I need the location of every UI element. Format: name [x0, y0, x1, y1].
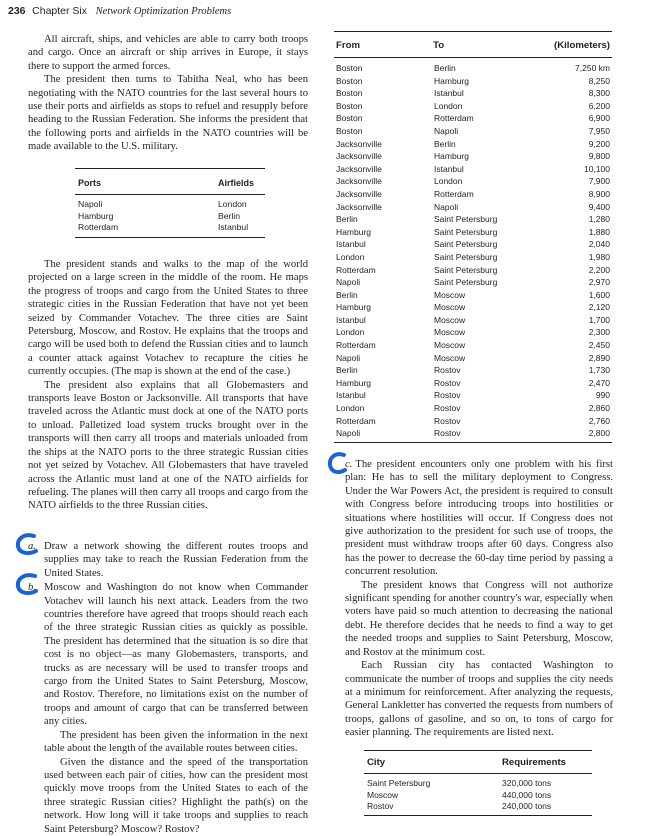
table-row — [75, 199, 265, 211]
requirement-cell: 320,000 tons — [502, 778, 552, 788]
city-table-header — [364, 751, 592, 774]
from-cell: Hamburg — [336, 377, 371, 388]
distance-cell: 2,890 — [588, 352, 610, 363]
to-cell: Saint Petersburg — [434, 239, 498, 250]
distance-cell: 1,980 — [588, 251, 610, 262]
table-row — [334, 150, 612, 163]
table-row — [334, 326, 612, 339]
from-header: From — [336, 40, 360, 51]
table-row — [75, 211, 265, 223]
distance-cell: 9,800 — [588, 151, 610, 162]
to-cell: Berlin — [434, 63, 456, 73]
city-requirements-table — [364, 750, 592, 816]
to-cell: Rotterdam — [434, 188, 474, 199]
question-b — [28, 581, 308, 728]
to-cell: Saint Petersburg — [434, 264, 498, 275]
to-cell: Saint Petersburg — [434, 214, 498, 225]
to-cell: Moscow — [434, 340, 466, 351]
to-cell: Rostov — [434, 403, 461, 414]
ports-header: Ports — [78, 178, 102, 188]
table-row — [334, 238, 612, 251]
routes-table-body — [334, 58, 612, 440]
table-row — [334, 264, 612, 277]
to-cell: Rostov — [434, 390, 461, 401]
routes-table — [334, 31, 612, 443]
requirement-cell: 240,000 tons — [502, 801, 552, 811]
distance-cell: 2,760 — [588, 415, 610, 426]
distance-cell: 8,250 — [588, 75, 610, 86]
to-cell: Napoli — [434, 125, 459, 136]
to-cell: Moscow — [434, 327, 466, 338]
distance-cell: 2,300 — [588, 327, 610, 338]
question-b-label: b. — [28, 582, 36, 594]
table-row — [334, 188, 612, 201]
table-row — [334, 125, 612, 138]
distance-cell: 2,970 — [588, 277, 610, 288]
ports-airfields-table — [75, 168, 265, 238]
table-row — [334, 377, 612, 390]
city-cell: Rostov — [367, 801, 394, 811]
paragraph-aircraft: All aircraft, ships, and vehicles are able to carry both troops and cargo. Once an aircraft or ship arrives in Europe, it stays there to support the armed forces. — [28, 34, 308, 72]
table-row — [334, 213, 612, 226]
requirement-cell: 440,000 tons — [502, 789, 552, 800]
to-cell: Saint Petersburg — [434, 277, 498, 288]
table-row — [334, 276, 612, 289]
distance-cell: 9,400 — [588, 201, 610, 212]
kilometers-header: (Kilometers) — [554, 40, 610, 51]
question-b-text: Moscow and Washington do not know when Commander Votachev will launch his next attack. Leaders from the two countries therefore have agreed that troops should reach each of the three strategic Russian cities as quickly as possible. The president has determined that the situation is so dire that cost is no object—as many Globemasters, transports, and trucks as are necessary will be used to transfer troops and cargo from the United States to Saint Petersburg, Moscow, and Rostov. Therefore, no limitations exist on the number of troops and amount of cargo that can be transferred between any cities. — [44, 582, 308, 728]
distance-cell: 1,280 — [588, 214, 610, 225]
page-header — [8, 5, 231, 17]
table-row — [334, 352, 612, 365]
from-cell: Jacksonville — [336, 163, 382, 174]
table-row — [334, 251, 612, 264]
table-row — [334, 163, 612, 176]
from-cell: Rotterdam — [336, 340, 376, 351]
distance-cell: 1,600 — [588, 289, 610, 300]
city-cell: Moscow — [367, 789, 399, 800]
from-cell: London — [336, 327, 365, 338]
from-cell: Istanbul — [336, 314, 366, 325]
distance-cell: 2,800 — [588, 428, 610, 439]
distance-cell: 2,450 — [588, 340, 610, 351]
table-row — [334, 201, 612, 214]
distance-cell: 9,200 — [588, 138, 610, 149]
distance-cell: 6,900 — [588, 113, 610, 124]
from-cell: Jacksonville — [336, 151, 382, 162]
paragraph-congress: The president knows that Congress will not authorize significant spending for another country's war, especially when voters have paid so much attention to decreasing the national debt. He therefore decides that he needs to find a way to get the needed troops and supplies to Saint Petersburg, Moscow, and Rostov at the minimum cost. — [345, 579, 613, 658]
from-cell: Napoli — [336, 352, 361, 363]
port-cell: Napoli — [78, 199, 103, 209]
from-cell: Boston — [336, 100, 363, 111]
table-row — [334, 364, 612, 377]
distance-cell: 2,040 — [588, 239, 610, 250]
to-cell: London — [434, 176, 463, 187]
port-cell: Rotterdam — [78, 222, 119, 232]
to-cell: London — [434, 100, 463, 111]
from-cell: Rotterdam — [336, 415, 376, 426]
from-cell: Jacksonville — [336, 188, 382, 199]
from-cell: Boston — [336, 63, 363, 73]
from-cell: London — [336, 403, 365, 414]
distance-cell: 990 — [595, 390, 610, 401]
left-column-top — [28, 33, 308, 154]
chapter-title: Network Optimization Problems — [95, 6, 232, 17]
table-row — [334, 175, 612, 188]
table-row — [334, 112, 612, 125]
table-row — [334, 402, 612, 415]
from-cell: Istanbul — [336, 239, 366, 250]
from-cell: Boston — [336, 88, 363, 99]
distance-cell: 6,200 — [588, 100, 610, 111]
port-cell: Hamburg — [78, 210, 114, 221]
from-cell: Berlin — [336, 289, 358, 300]
from-cell: London — [336, 251, 365, 262]
from-cell: Hamburg — [336, 226, 371, 237]
to-cell: Hamburg — [434, 75, 469, 86]
question-a-text: Draw a network showing the different routes troops and supplies may take to reach the Russian Federation from the United States. — [44, 541, 308, 579]
to-cell: Rostov — [434, 365, 461, 376]
to-cell: Saint Petersburg — [434, 251, 498, 262]
to-header: To — [433, 40, 445, 51]
distance-cell: 7,250 km — [575, 63, 610, 73]
to-cell: Rostov — [434, 428, 461, 439]
distance-cell: 2,120 — [588, 302, 610, 313]
chapter-label: Chapter Six — [32, 5, 88, 17]
to-cell: Rotterdam — [434, 113, 474, 124]
table-row — [75, 222, 265, 234]
table-row — [334, 289, 612, 302]
table-row — [364, 778, 592, 790]
table-row — [334, 415, 612, 428]
distance-cell: 1,880 — [588, 226, 610, 237]
question-a-label: a. — [28, 541, 36, 552]
paragraph-globemasters: The president also explains that all Globemasters and transports leave Boston or Jacksonville. All transports that have traveled across the Atlantic must dock at one of the NATO ports to unload. Palletized load system trucks brought over in the transports will then carry all troops and materials unloaded from the ships at the NATO ports to the three strategic Russian cities not yet seized by Votachev. All Globemasters that have traveled across the Atlantic must land at one of the NATO airfields for refueling. The planes will then carry all troops and cargo from the NATO airfields to the three Russian cities. — [28, 379, 308, 512]
from-cell: Hamburg — [336, 302, 371, 313]
distance-cell: 2,470 — [588, 377, 610, 388]
paragraph-routes-info: The president has been given the information in the next table about the length of the available routes between cities. — [44, 729, 308, 755]
to-cell: Hamburg — [434, 151, 469, 162]
table-row — [334, 427, 612, 440]
city-header: City — [367, 757, 386, 768]
to-cell: Rostov — [434, 415, 461, 426]
question-a — [28, 540, 308, 580]
table-row — [364, 790, 592, 802]
to-cell: Moscow — [434, 352, 466, 363]
paragraph-tabitha: The president then turns to Tabitha Neal, who has been negotiating with the NATO countries for the last several hours to use their ports and airfields as stops to refuel and resupply before heading to the Russian Federation. She informs the president that the following ports and airfields in the NATO countries will be made available to the U.S. military. — [28, 74, 308, 153]
table-row — [334, 75, 612, 88]
circle-mark-b-icon — [14, 573, 44, 597]
airfield-cell: London — [218, 199, 247, 209]
distance-cell: 2,200 — [588, 264, 610, 275]
distance-cell: 8,300 — [588, 88, 610, 99]
from-cell: Jacksonville — [336, 138, 382, 149]
from-cell: Boston — [336, 75, 363, 86]
to-cell: Napoli — [434, 201, 459, 212]
from-cell: Berlin — [336, 365, 358, 376]
from-cell: Rotterdam — [336, 264, 376, 275]
to-cell: Istanbul — [434, 163, 464, 174]
to-cell: Moscow — [434, 314, 466, 325]
to-cell: Moscow — [434, 302, 466, 313]
question-c-text: The president encounters only one problem with his first plan: He has to sell the military deployment to Congress. Under the War Powers Act, the president is required to consult with Congress before introducing troops into hostilities or situations where hostilities will occur. If Congress does not give authorization to the president for such use of troops, the president must withdraw troops after 60 days. Congress also has the power to decrease the 60-day time period by passing a concurrent resolution. — [345, 459, 613, 578]
distance-cell: 1,730 — [588, 365, 610, 376]
routes-table-header — [334, 32, 612, 58]
table-row — [334, 100, 612, 113]
table-row — [334, 301, 612, 314]
table-row — [334, 226, 612, 239]
from-cell: Berlin — [336, 214, 358, 225]
paragraph-map: The president stands and walks to the map of the world projected on a large screen in the middle of the room. He maps the progress of troops and cargo from the United States to three strategic cities in the Russian Federation that have not yet been seized by Commander Votachev. The three cities are Saint Petersburg, Moscow, and Rostov. He explains that the troops and cargo will be used both to defend the Russian cities and to launch a counter attack against Votachev to recapture the cities he currently occupies. (The map is shown at the end of the case.) — [28, 259, 308, 378]
paragraph-requirements: Each Russian city has contacted Washington to communicate the number of troops and supplies the city needs at a minimum for reinforcement. After analyzing the requests, General Lankletter has converted the requests from numbers of troops, gallons of gasoline, and so on, to tons of cargo for easier planning. The requirements are listed next. — [345, 660, 613, 739]
distance-cell: 2,860 — [588, 403, 610, 414]
to-cell: Saint Petersburg — [434, 226, 498, 237]
distance-cell: 10,100 — [584, 163, 610, 174]
distance-cell: 7,950 — [588, 125, 610, 136]
city-cell: Saint Petersburg — [367, 778, 431, 788]
from-cell: Boston — [336, 113, 363, 124]
from-cell: Istanbul — [336, 390, 366, 401]
airfield-cell: Istanbul — [218, 222, 249, 232]
requirements-header: Requirements — [502, 757, 566, 768]
table-row — [364, 801, 592, 813]
distance-cell: 1,700 — [588, 314, 610, 325]
from-cell: Jacksonville — [336, 201, 382, 212]
table-row — [334, 314, 612, 327]
table-row — [334, 389, 612, 402]
to-cell: Berlin — [434, 138, 456, 149]
paragraph-distance-question: Given the distance and the speed of the transportation used between each pair of cities, how can the president most quickly move troops from the United States to each of the three strategic Russian cities? Highlight the path(s) on the network. How long will it take troops and supplies to reach Saint Petersburg? Moscow? Rostov? — [44, 756, 308, 835]
page-number: 236 — [8, 5, 26, 17]
airfield-cell: Berlin — [218, 210, 240, 221]
table-row — [334, 87, 612, 100]
question-c-label: c. — [345, 459, 353, 470]
distance-cell: 8,900 — [588, 188, 610, 199]
circle-mark-c-icon — [326, 452, 352, 476]
table-row — [334, 339, 612, 352]
from-cell: Jacksonville — [336, 176, 382, 187]
question-c — [345, 458, 613, 579]
ports-table-header — [75, 169, 265, 195]
to-cell: Moscow — [434, 289, 466, 300]
left-column-middle — [28, 258, 308, 513]
distance-cell: 7,900 — [588, 176, 610, 187]
to-cell: Rostov — [434, 377, 461, 388]
airfields-header: Airfields — [218, 178, 255, 188]
from-cell: Boston — [336, 125, 363, 136]
table-row — [334, 138, 612, 151]
right-column — [345, 458, 613, 740]
from-cell: Napoli — [336, 277, 361, 288]
table-row — [334, 62, 612, 75]
to-cell: Istanbul — [434, 88, 464, 99]
from-cell: Napoli — [336, 428, 361, 439]
left-column-bottom — [28, 540, 308, 836]
circle-mark-a-icon — [14, 533, 44, 557]
